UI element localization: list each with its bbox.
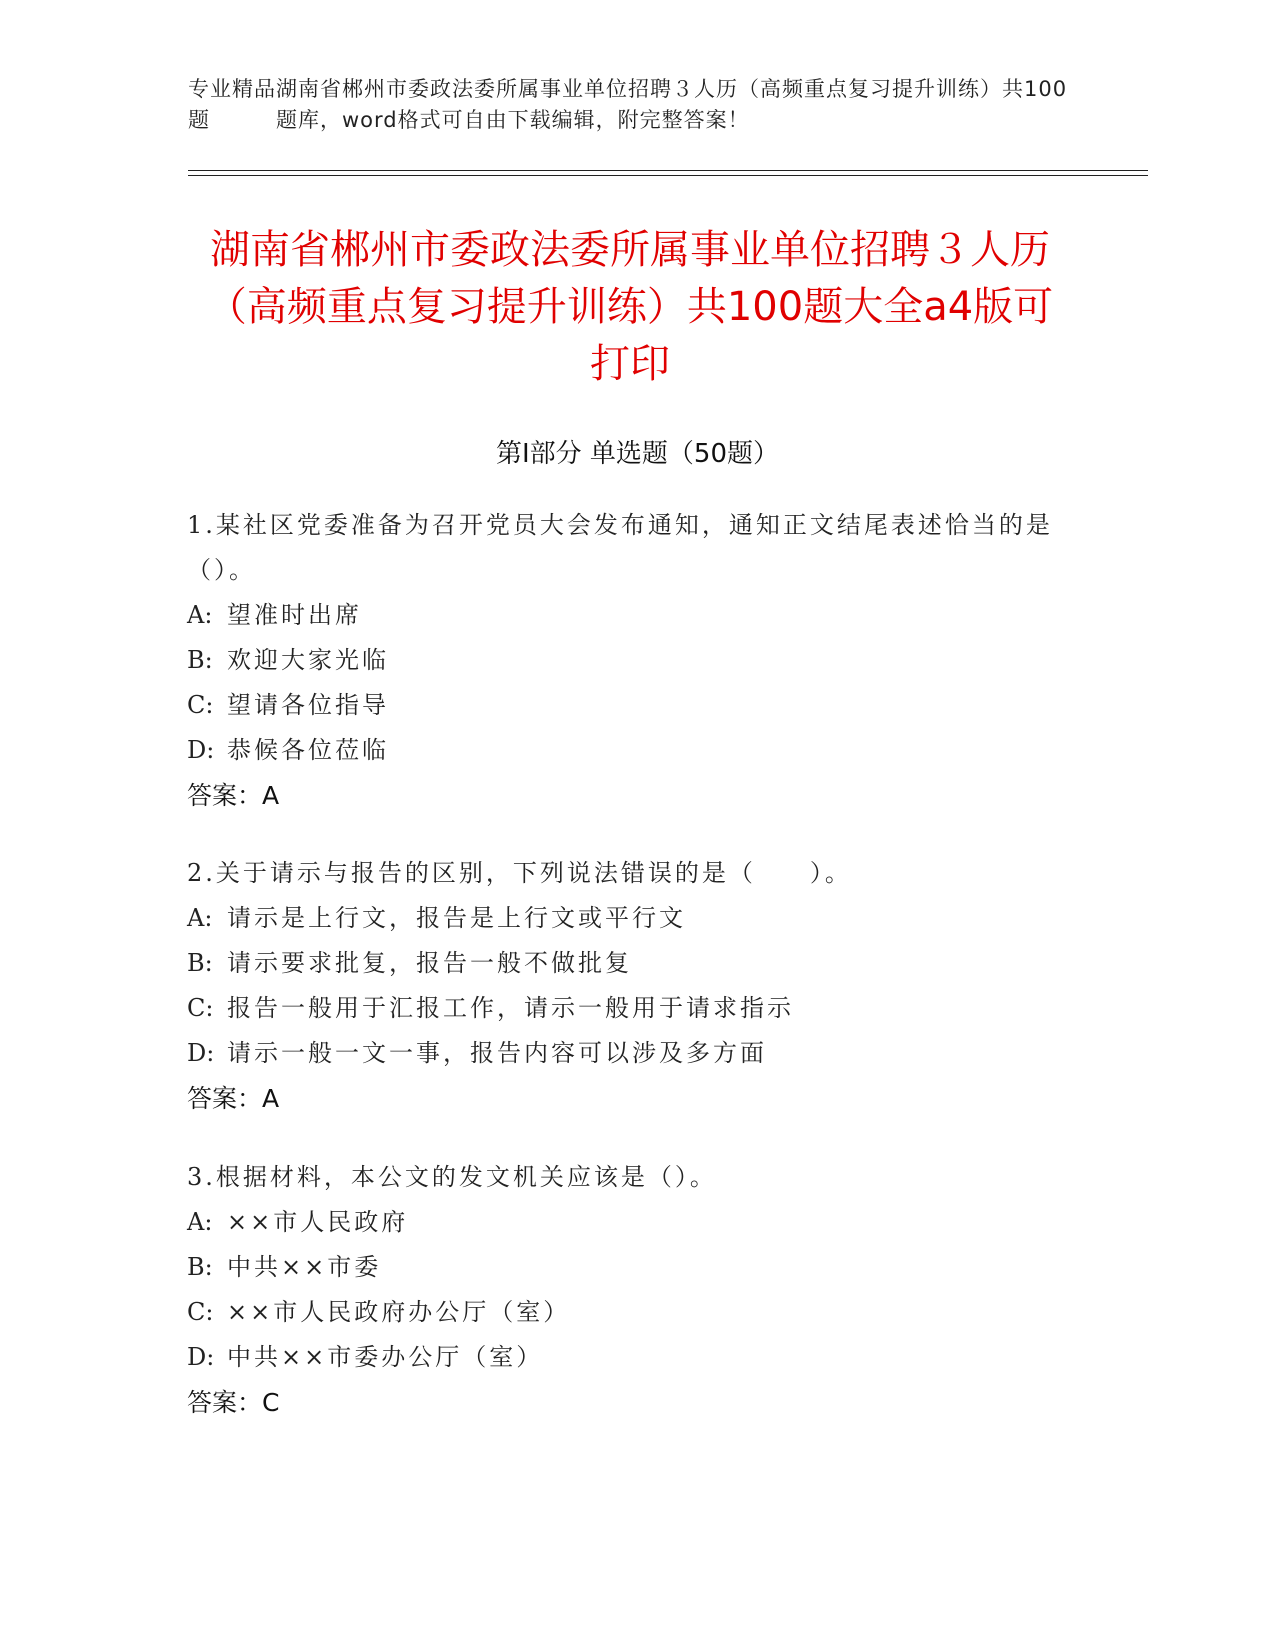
option-b: [187, 941, 1067, 986]
question-stem: 2.关于请示与报告的区别，下列说法错误的是（ ）。: [187, 859, 852, 887]
question-stem: 1.某社区党委准备为召开党员大会发布通知，通知正文结尾表述恰当的是（）。: [187, 511, 1053, 584]
option-letter: B:: [187, 949, 213, 977]
option-list: [187, 1200, 1067, 1380]
option-text: 请示是上行文，报告是上行文或平行文: [227, 904, 686, 932]
option-letter: D:: [187, 736, 215, 764]
answer: 答案：A: [187, 1084, 280, 1113]
option-letter: C:: [187, 691, 214, 719]
option-text: 报告一般用于汇报工作，请示一般用于请求指示: [227, 994, 794, 1022]
option-a: [187, 1200, 1067, 1245]
option-list: [187, 896, 1067, 1076]
option-text: 请示一般一文一事，报告内容可以涉及多方面: [227, 1039, 767, 1067]
option-text: 中共××市委办公厅（室）: [227, 1343, 544, 1371]
header-rule-top: [188, 170, 1148, 171]
option-d: [187, 728, 1067, 773]
option-letter: D:: [187, 1343, 215, 1371]
option-text: ××市人民政府办公厅（室）: [227, 1298, 571, 1326]
option-b: [187, 1245, 1067, 1290]
option-letter: B:: [187, 646, 213, 674]
option-text: 恭候各位莅临: [227, 736, 389, 764]
answer: 答案：C: [187, 1388, 280, 1417]
answer: 答案：A: [187, 781, 280, 810]
option-text: 望请各位指导: [227, 691, 389, 719]
option-c: [187, 683, 1067, 728]
option-d: [187, 1031, 1067, 1076]
option-letter: A:: [187, 1208, 213, 1236]
question-3: [187, 1155, 1067, 1425]
option-text: 请示要求批复，报告一般不做批复: [227, 949, 632, 977]
option-letter: C:: [187, 994, 214, 1022]
option-d: [187, 1335, 1067, 1380]
header-note: 专业精品湖南省郴州市委政法委所属事业单位招聘３人历（高频重点复习提升训练）共100题 题库，word格式可自由下载编辑，附完整答案！: [188, 77, 1068, 132]
option-text: 欢迎大家光临: [227, 646, 389, 674]
option-a: [187, 593, 1067, 638]
option-c: [187, 986, 1067, 1031]
question-1: [187, 503, 1067, 818]
option-c: [187, 1290, 1067, 1335]
option-text: 中共××市委: [227, 1253, 382, 1281]
question-stem: 3.根据材料，本公文的发文机关应该是（）。: [187, 1163, 717, 1191]
section-heading: 第Ⅰ部分 单选题（50题）: [495, 439, 780, 469]
option-letter: D:: [187, 1039, 215, 1067]
option-b: [187, 638, 1067, 683]
option-letter: A:: [187, 601, 213, 629]
option-letter: A:: [187, 904, 213, 932]
option-list: [187, 593, 1067, 773]
option-text: ××市人民政府: [227, 1208, 409, 1236]
option-letter: C:: [187, 1298, 214, 1326]
question-2: [187, 851, 1067, 1121]
header-rule-bottom: [188, 175, 1148, 176]
document-title: 湖南省郴州市委政法委所属事业单位招聘３人历（高频重点复习提升训练）共100题大全a4版可打印: [206, 227, 1054, 387]
option-text: 望准时出席: [227, 601, 362, 629]
option-a: [187, 896, 1067, 941]
option-letter: B:: [187, 1253, 213, 1281]
